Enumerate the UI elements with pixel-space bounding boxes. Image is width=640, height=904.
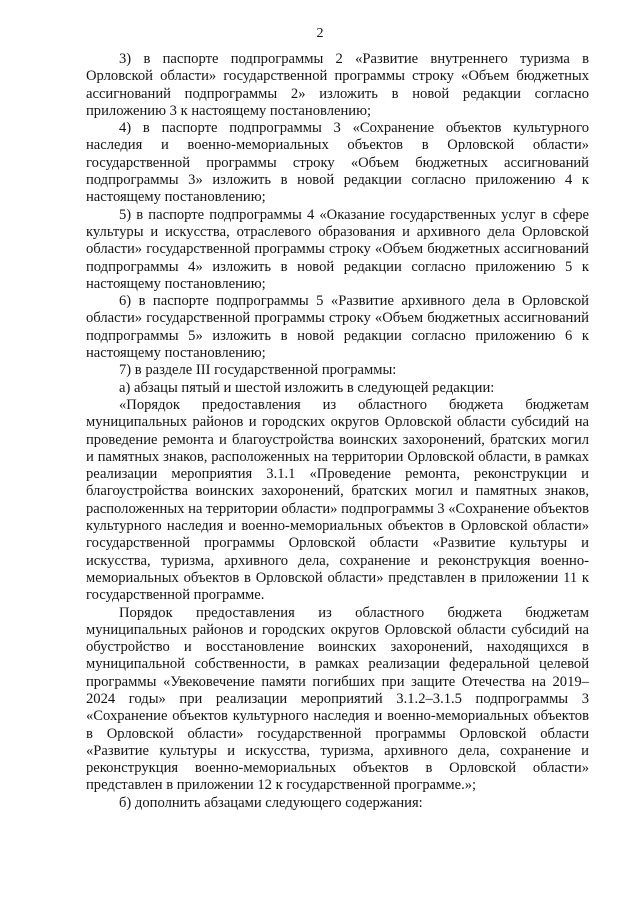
quoted-paragraph-2: Порядок предоставления из областного бюджета бюджетам муниципальных районов и городских округов Орловской области субсидий на обустройство и восстановление воинских захоронений, находящихся в муниципальной собственности, в рамках реализации федеральной целевой программы «Увековечение памяти погибших при защите Отечества на 2019–2024 годы» при реализации мероприятий 3.1.2–3.1.5 подпрограммы 3 «Сохранение объектов культурного наследия и военно-мемориальных объектов в Орловской области» государственной программы Орловской области «Развитие культуры и искусства, туризма, архивного дела, сохранение и реконструкция военно-мемориальных объектов в Орловской области» представлен в приложении 12 к государственной программе.»;: [86, 604, 589, 794]
paragraph-item-7: 7) в разделе III государственной программы:: [119, 362, 397, 379]
paragraph-item-5: 5) в паспорте подпрограммы 4 «Оказание государственных услуг в сфере культуры и искусства, отраслевого образования и архивного дела Орловской области» государственной программы строку «Объем бюджетных ассигнований подпрограммы 4» изложить в новой редакции согласно приложению 5 к настоящему постановлению;: [86, 206, 589, 292]
paragraph-subitem-a: а) абзацы пятый и шестой изложить в следующей редакции:: [119, 379, 495, 396]
paragraph-item-6: 6) в паспорте подпрограммы 5 «Развитие архивного дела в Орловской области» государственной программы строку «Объем бюджетных ассигнований подпрограммы 5» изложить в новой редакции согласно приложению 6 к настоящему постановлению;: [86, 293, 589, 362]
paragraph-item-4: 4) в паспорте подпрограммы 3 «Сохранение объектов культурного наследия и военно-мемориальных объектов в Орловской области» государственной программы строку «Объем бюджетных ассигнований подпрограммы 3» изложить в новой редакции согласно приложению 4 к настоящему постановлению;: [86, 120, 589, 206]
page-number: 2: [316, 26, 324, 41]
paragraph-subitem-b: б) дополнить абзацами следующего содержания:: [119, 794, 423, 811]
quoted-paragraph-1: «Порядок предоставления из областного бюджета бюджетам муниципальных районов и городских округов Орловской области субсидий на проведение ремонта и благоустройства воинских захоронений, братских могил и памятных знаков, расположенных на территории Орловской области, в рамках реализации мероприятия 3.1.1 «Проведение ремонта, реконструкции и благоустройства воинских захоронений, братских могил и памятных знаков, расположенных на территории области» подпрограммы 3 «Сохранение объектов культурного наследия и военно-мемориальных объектов в Орловской области» государственной программы Орловской области «Развитие культуры и искусства, туризма, архивного дела, сохранение и реконструкция военно-мемориальных объектов в Орловской области» представлен в приложении 11 к государственной программе.: [86, 396, 589, 604]
document-body: [86, 51, 589, 812]
paragraph-item-3: 3) в паспорте подпрограммы 2 «Развитие внутреннего туризма в Орловской области» государственной программы строку «Объем бюджетных ассигнований подпрограммы 2» изложить в новой редакции согласно приложению 3 к настоящему постановлению;: [86, 51, 589, 119]
